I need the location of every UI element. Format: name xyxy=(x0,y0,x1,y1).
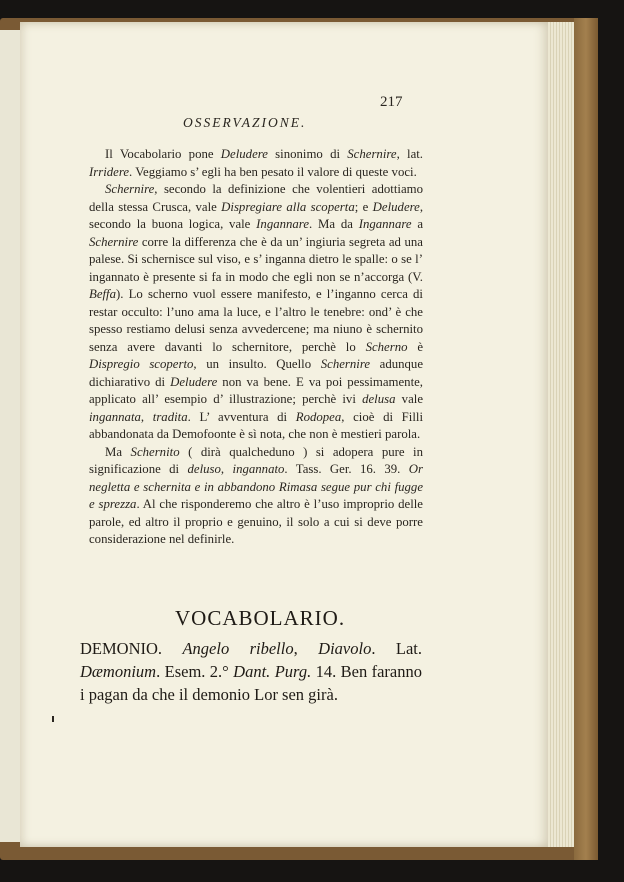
italic-run: Schernire xyxy=(89,234,139,249)
text-run: , secondo la buona logica, vale xyxy=(89,199,424,231)
italic-run: Dispregiare alla scoperta xyxy=(221,199,355,214)
italic-run: Ingannare xyxy=(358,217,412,231)
text-run: vale xyxy=(395,392,423,406)
page-number: 217 xyxy=(380,94,403,110)
text-run: , xyxy=(220,462,233,476)
text-run: adunque dichiarativo di xyxy=(89,357,423,389)
italic-run: Schernito xyxy=(130,444,180,459)
entry-text xyxy=(80,637,422,706)
text-run: , secondo la definizione che volentieri adottiamo della stessa Crusca, vale xyxy=(89,182,423,214)
paragraph-2 xyxy=(89,181,423,444)
text-run: è xyxy=(407,339,423,354)
italic-run: Schernire xyxy=(320,357,371,371)
facing-page-edge xyxy=(0,30,21,842)
italic-run: Scherno xyxy=(365,339,408,354)
text-run: 14. Ben faranno i pagan da che il demonio Lor sen girà. xyxy=(80,662,423,704)
vocabulary-entry xyxy=(80,637,422,706)
text-run: a xyxy=(411,217,424,231)
text-run: , un insulto. Quello xyxy=(193,357,321,371)
italic-run: Dispregio scoperto xyxy=(89,357,194,371)
italic-run: Schernire xyxy=(347,147,397,161)
text-run: ). Lo scherno vuol essere manifesto, e l’inganno cerca di restar occulto: l’uno ama la luce, e l’altro le tenebre: ond’ è che spesso restiamo delusi senza avvedercene; ma niuno è schernito senza avere davanti lo schernitore, perchè lo xyxy=(89,287,423,354)
text-run: . Lat. xyxy=(371,639,422,658)
text-run: sinonimo di xyxy=(267,147,348,161)
italic-run: Dæmonium xyxy=(80,662,157,681)
italic-run: delusa xyxy=(362,392,396,406)
text-run: Il Vocabolario pone xyxy=(105,147,221,161)
text-run: , cioè di Filli abbandonata da Demofoonte è sì nota, che non è mestieri parola. xyxy=(89,409,424,441)
text-run: . L’ avventura di xyxy=(187,409,296,424)
italic-run: ingannata xyxy=(89,409,141,424)
italic-run: Dant. Purg. xyxy=(233,662,312,681)
italic-run: Deludere xyxy=(220,147,268,161)
text-run: corre la differenza che è da un’ ingiuria segreta ad una palese. Si schernisce sul viso, e s’ inganna dietro le spalle: o se l’ ingannato è presente si fa in modo che egli non se n’accorga (V. xyxy=(89,234,423,284)
paragraph-1 xyxy=(89,146,423,181)
paragraph-3 xyxy=(89,444,423,549)
italic-run: ingannato xyxy=(232,462,285,476)
text-run: ; e xyxy=(354,199,373,214)
text-run: . Al che risponderemo che altro è l’uso improprio delle parole, ed altro il proprio e genuino, il solo a cui si deve porre considerazione nel definirle. xyxy=(89,497,423,546)
italic-run: tradita xyxy=(152,409,188,424)
italic-run: Deludere xyxy=(372,199,420,214)
italic-run: Beffa xyxy=(89,287,117,301)
italic-run: Deludere xyxy=(170,374,218,389)
text-run: DEMONIO. xyxy=(80,639,183,658)
text-run: . Veggiamo s’ egli ha ben pesato il valore di queste voci. xyxy=(129,164,417,179)
section-heading: OSSERVAZIONE. xyxy=(183,115,307,130)
text-run: ( dirà qualcheduno ) si adopera pure in significazione di xyxy=(89,444,423,476)
text-run: Ma xyxy=(105,444,131,459)
text-run: , xyxy=(293,639,319,658)
italic-run: Ingannare xyxy=(256,217,309,231)
text-run: . Esem. 2.° xyxy=(156,662,234,681)
ink-mark xyxy=(52,716,54,722)
italic-run: Angelo ribello xyxy=(182,639,294,658)
text-run: , lat. xyxy=(396,147,423,161)
italic-run: Or negletta e schernita e in abbandono Rimasa segue pur chi fugge e sprezza xyxy=(89,462,423,511)
observation-text xyxy=(89,146,423,549)
vocabulary-heading: VOCABOLARIO. xyxy=(175,606,346,630)
book-cover-edge xyxy=(574,18,598,860)
italic-run: Rodopea xyxy=(295,409,342,424)
text-run: , xyxy=(140,409,153,424)
italic-run: Diavolo xyxy=(318,639,372,658)
italic-run: Irridere xyxy=(89,164,130,179)
italic-run: Schernire xyxy=(105,182,155,196)
page-edges xyxy=(548,22,576,847)
text-run: non va bene. E va poi pessimamente, applicato all’ esempio d’ illustrazione; perchè ivi xyxy=(89,374,424,406)
italic-run: deluso xyxy=(187,462,221,476)
text-run: . Tass. Ger. 16. 39. xyxy=(284,462,409,476)
text-run: . Ma da xyxy=(309,217,359,231)
